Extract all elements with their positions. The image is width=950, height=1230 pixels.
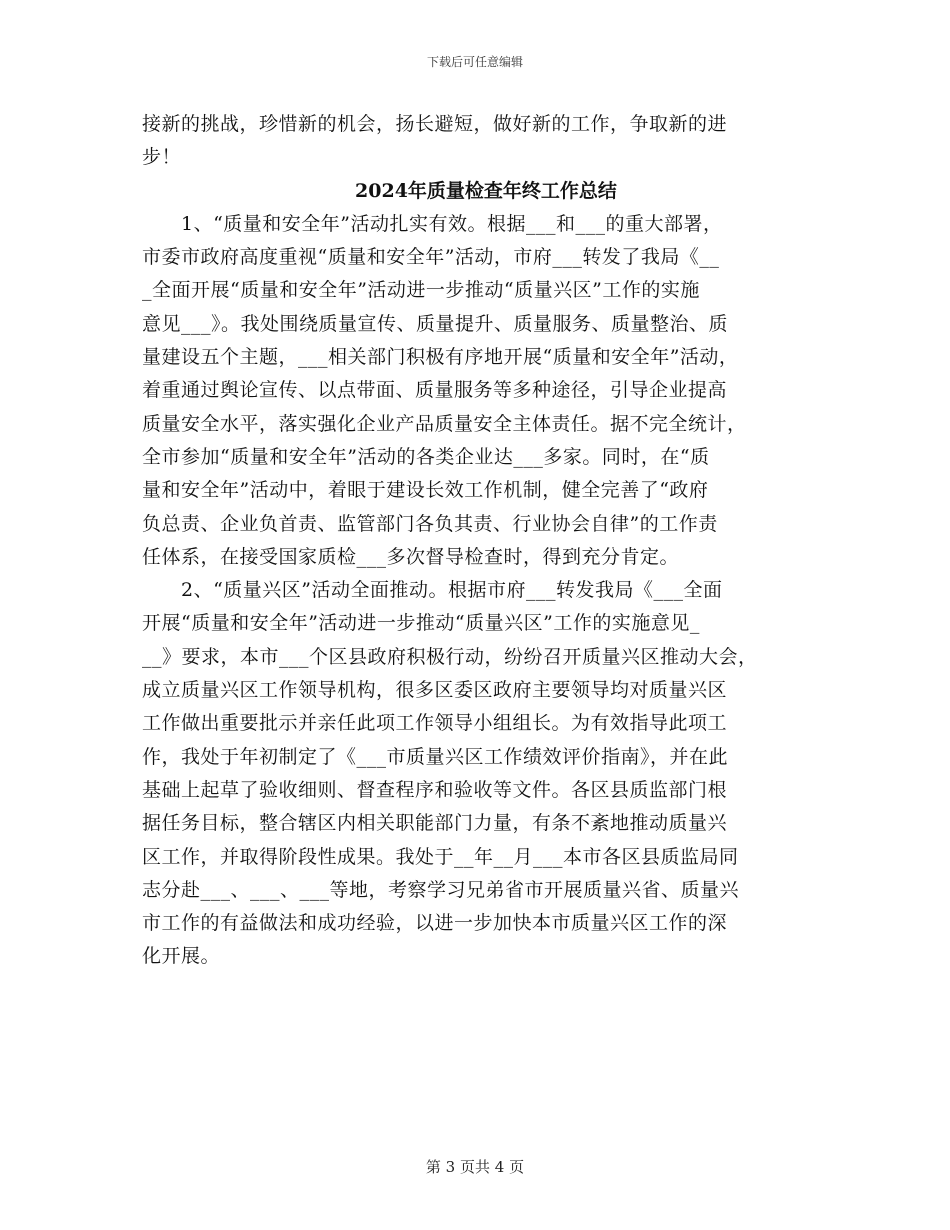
text-line: 1、“质量和安全年”活动扎实有效。根据___和___的重大部署， [142,212,723,235]
text-line: 基础上起草了验收细则、督查程序和验收等文件。各区县质监部门根 [142,778,728,801]
text-line: __》要求，本市___个区县政府积极行动，纷纷召开质量兴区推动大会， [142,645,758,668]
text-line: 工作做出重要批示并亲任此项工作领导小组组长。为有效指导此项工 [142,712,728,735]
text-line: 着重通过舆论宣传、以点带面、质量服务等多种途径，引导企业提高 [142,379,728,402]
text-line: 开展“质量和安全年”活动进一步推动“质量兴区”工作的实施意见_ [142,612,700,635]
text-line: 2、“质量兴区”活动全面推动。根据市府___转发我局《___全面 [142,579,723,602]
text-line: 志分赴___、___、___等地，考察学习兄弟省市开展质量兴省、质量兴 [142,878,740,901]
page-footer: 第 3 页共 4 页 [425,1158,525,1176]
text-line: 市委市政府高度重视“质量和安全年”活动，市府___转发了我局《__ [142,246,720,269]
section-title: 2024年质量检查年终工作总结 [355,179,617,202]
page-header: 下载后可任意编辑 [426,55,523,69]
text-line: 区工作，并取得阶段性成果。我处于__年__月___本市各区县质监局同 [142,845,739,868]
text-line: 成立质量兴区工作领导机构，很多区委区政府主要领导均对质量兴区 [142,679,728,702]
text-line: 作，我处于年初制定了《___市质量兴区工作绩效评价指南》，并在此 [142,745,729,768]
text-line: 步！ [142,146,182,169]
text-line: 化开展。 [142,945,221,968]
text-line: 接新的挑战，珍惜新的机会，扬长避短，做好新的工作，争取新的进 [142,113,728,135]
document-body [142,108,814,974]
text-line: 全市参加“质量和安全年”活动的各类企业达___多家。同时，在“质 [142,445,710,468]
text-line: 意见___》。我处围绕质量宣传、质量提升、质量服务、质量整治、质 [142,312,729,335]
text-line: 量建设五个主题，___相关部门积极有序地开展“质量和安全年”活动， [142,346,739,369]
text-line: 量和安全年”活动中，着眼于建设长效工作机制，健全完善了“政府 [142,479,709,502]
text-line: 负总责、企业负首责、监管部门各负其责、行业协会自律”的工作责 [142,512,718,535]
text-line: _全面开展“质量和安全年”活动进一步推动“质量兴区”工作的实施 [142,279,700,302]
text-line: 据任务目标，整合辖区内相关职能部门力量，有条不紊地推动质量兴 [142,812,728,835]
text-line: 任体系，在接受国家质检___多次督导检查时，得到充分肯定。 [142,545,680,568]
text-line: 市工作的有益做法和成功经验，以进一步加快本市质量兴区工作的深 [142,912,728,935]
text-line: 质量安全水平，落实强化企业产品质量安全主体责任。据不完全统计， [142,412,747,435]
